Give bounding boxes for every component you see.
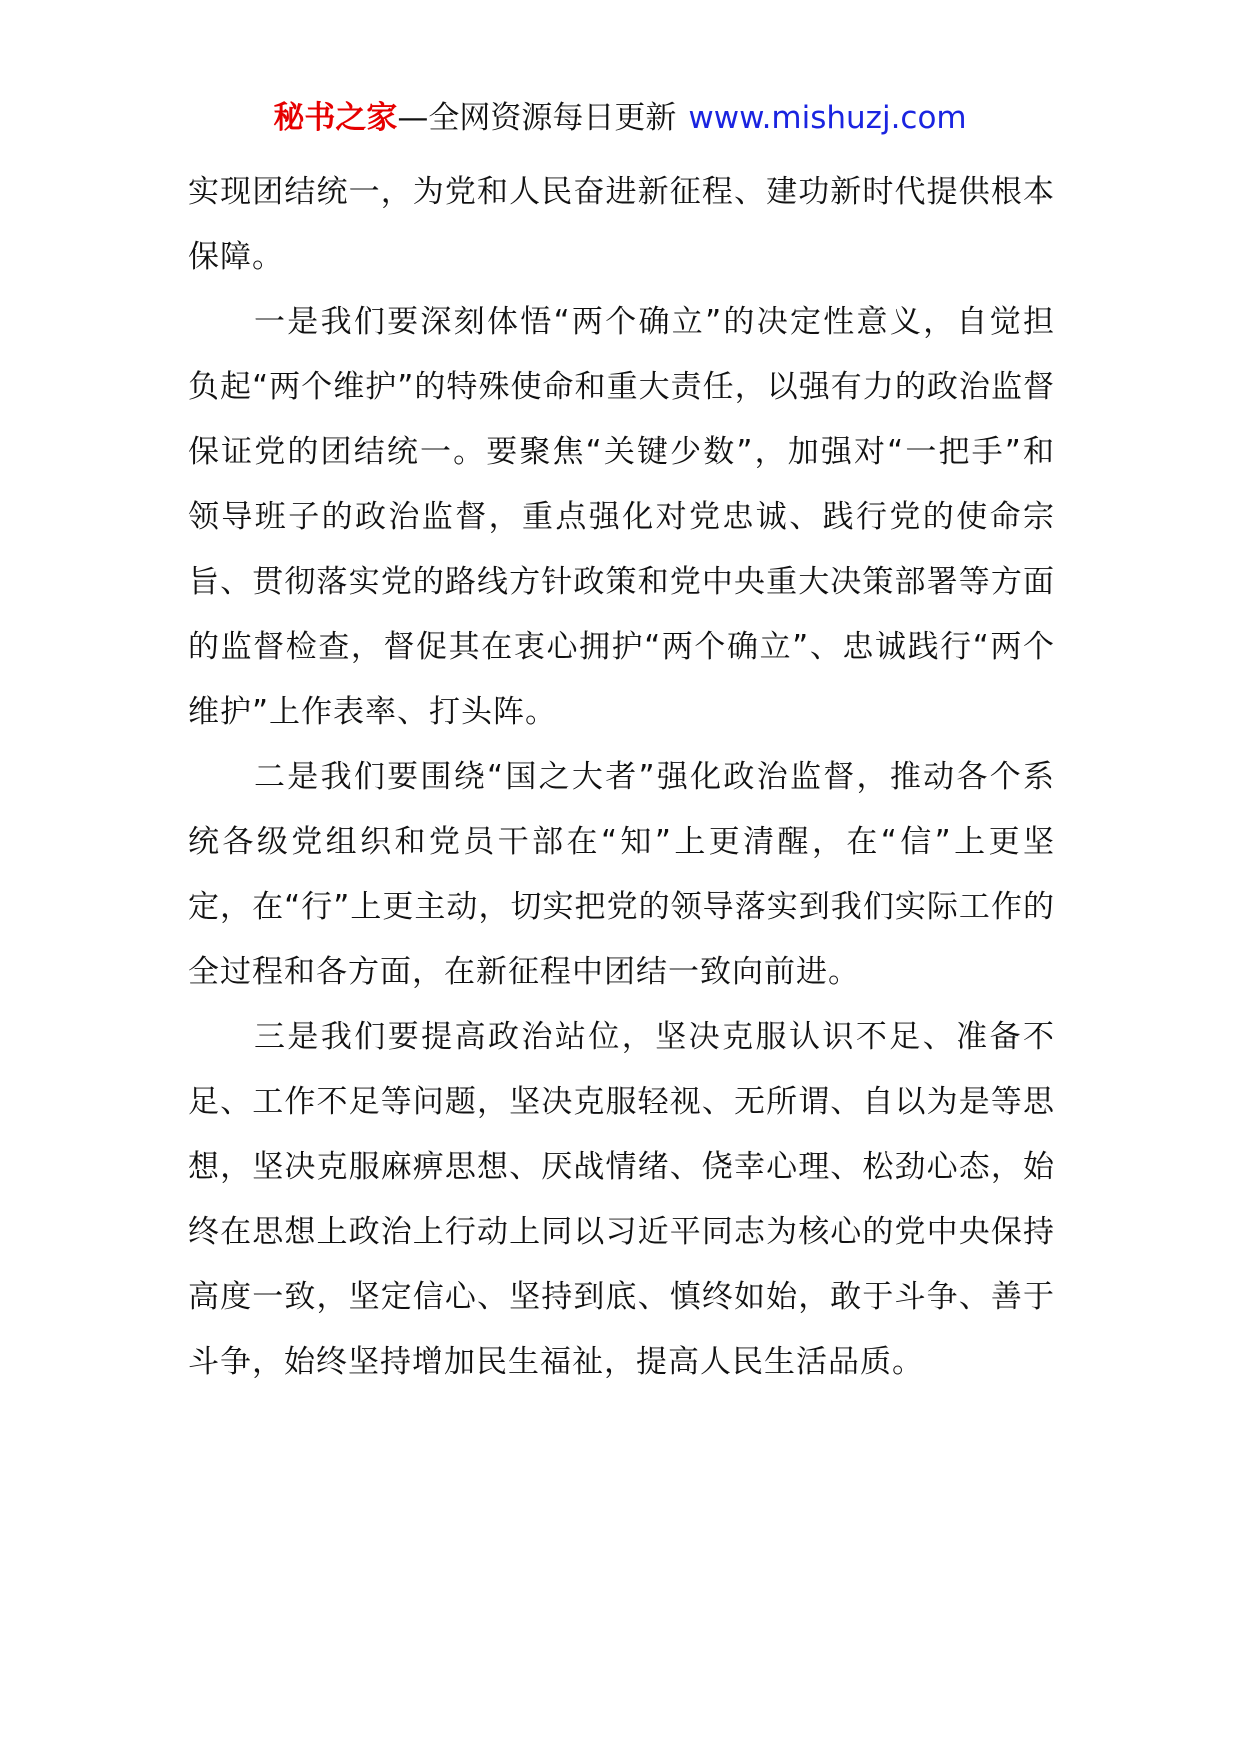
paragraph-first-point: 一是我们要深刻体悟“两个确立”的决定性意义，自觉担负起“两个维护”的特殊使命和重大责任，以强有力的政治监督保证党的团结统一。要聚焦“关键少数”，加强对“一把手”和领导班子的政治监督，重点强化对党忠诚、践行党的使命宗旨、贯彻落实党的路线方针政策和党中央重大决策部署等方面的监督检查，督促其在衷心拥护“两个确立”、忠诚践行“两个维护”上作表率、打头阵。 xyxy=(188,304,1055,730)
paragraph-third-point: 三是我们要提高政治站位，坚决克服认识不足、准备不足、工作不足等问题，坚决克服轻视、无所谓、自以为是等思想，坚决克服麻痹思想、厌战情绪、侥幸心理、松劲心态，始终在思想上政治上行动上同以习近平同志为核心的党中央保持高度一致，坚定信心、坚持到底、慎终如始，敢于斗争、善于斗争，始终坚持增加民生福祉，提高人民生活品质。 xyxy=(188,1019,1055,1380)
page-header xyxy=(0,96,1240,140)
site-url-link[interactable]: www.mishuzj.com xyxy=(688,100,967,136)
header-slogan: —全网资源每日更新 xyxy=(397,100,677,136)
paragraph-second-point: 二是我们要围绕“国之大者”强化政治监督，推动各个系统各级党组织和党员干部在“知”上更清醒，在“信”上更坚定，在“行”上更主动，切实把党的领导落实到我们实际工作的全过程和各方面，在新征程中团结一致向前进。 xyxy=(188,759,1055,990)
document-body xyxy=(188,160,1055,1395)
paragraph-continuation: 实现团结统一，为党和人民奋进新征程、建功新时代提供根本保障。 xyxy=(188,174,1055,275)
brand-name: 秘书之家 xyxy=(273,100,398,136)
